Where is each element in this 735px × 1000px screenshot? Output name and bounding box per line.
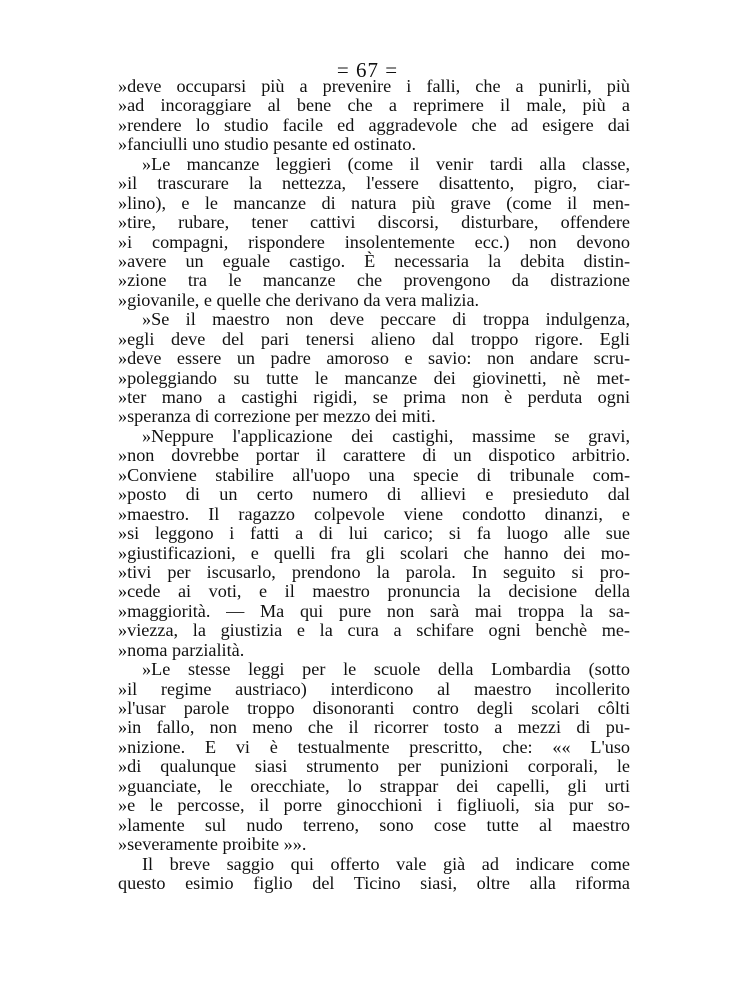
- text-line: »in fallo, non meno che il ricorrer tosto a mezzi di pu-: [118, 717, 630, 738]
- text-line: »noma parzialità.: [118, 639, 245, 660]
- text-line: »nizione. E vi è testualmente prescritto, che: «« L'uso: [118, 736, 630, 757]
- text-line: »poleggiando su tutte le mancanze dei giovinetti, nè met-: [118, 367, 630, 388]
- text-line: questo esimio figlio del Ticino siasi, oltre alla riforma: [118, 872, 630, 893]
- text-line: »speranza di correzione per mezzo dei miti.: [118, 406, 436, 427]
- text-line: »guanciate, le orecchiate, lo strappar dei capelli, gli urti: [118, 775, 630, 796]
- text-line: »zione tra le mancanze che provengono da distrazione: [118, 270, 630, 291]
- text-line: »fanciulli uno studio pesante ed ostinato.: [118, 134, 417, 155]
- page-number: = 67 =: [336, 58, 399, 82]
- text-line: »Le stesse leggi per le scuole della Lombardia (sotto: [142, 659, 630, 680]
- text-line: »il regime austriaco) interdicono al maestro incollerito: [118, 678, 630, 699]
- text-line: »Se il maestro non deve peccare di troppa indulgenza,: [142, 309, 630, 330]
- text-line: »deve essere un padre amoroso e savio: non andare scru-: [118, 348, 630, 369]
- text-line: »tire, rubare, tener cattivi discorsi, disturbare, offendere: [118, 212, 630, 233]
- text-line: »rendere lo studio facile ed aggradevole che ad esigere dai: [118, 114, 630, 135]
- text-line: Il breve saggio qui offerto vale già ad indicare come: [142, 853, 630, 874]
- text-line: »i compagni, rispondere insolentemente ecc.) non devono: [118, 231, 630, 252]
- text-line: »non dovrebbe portar il carattere di un dispotico arbitrio.: [118, 445, 630, 466]
- text-line: »giustificazioni, e quelli fra gli scolari che hanno dei mo-: [118, 542, 630, 563]
- text-line: »cede ai voti, e il maestro pronuncia la decisione della: [118, 581, 630, 602]
- text-line: »Conviene stabilire all'uopo una specie di tribunale com-: [118, 464, 630, 485]
- text-line: »l'usar parole troppo disonoranti contro degli scolari côlti: [118, 698, 630, 718]
- text-line: »e le percosse, il porre ginocchioni i figliuoli, sia pur so-: [118, 795, 630, 816]
- text-line: »lamente sul nudo terreno, sono cose tutte al maestro: [118, 814, 630, 835]
- text-line: »Neppure l'applicazione dei castighi, massime se gravi,: [142, 425, 630, 446]
- text-line: »severamente proibite »».: [118, 834, 307, 855]
- text-line: »ter mano a castighi rigidi, se prima non è perduta ogni: [118, 387, 630, 407]
- text-line: »egli deve del pari tenersi alieno dal troppo rigore. Egli: [118, 328, 630, 349]
- text-line: »posto di un certo numero di allievi e presieduto dal: [118, 484, 630, 505]
- text-line: »tivi per iscusarlo, prendono la parola. In seguito si pro-: [118, 561, 630, 582]
- text-line: »il trascurare la nettezza, l'essere disattento, pigro, ciar-: [118, 173, 630, 194]
- text-line: »giovanile, e quelle che derivano da vera malizia.: [118, 289, 480, 310]
- text-line: »maestro. Il ragazzo colpevole viene condotto dinanzi, e: [118, 503, 630, 524]
- body-text: [118, 77, 630, 893]
- text-line: »lino), e le mancanze di natura più grave (come il men-: [118, 192, 630, 213]
- text-line: »maggiorità. — Ma qui pure non sarà mai troppa la sa-: [118, 600, 630, 621]
- text-line: »ad incoraggiare al bene che a reprimere il male, più a: [118, 95, 630, 116]
- text-line: »di qualunque siasi strumento per punizioni corporali, le: [118, 756, 630, 777]
- text-line: »Le mancanze leggieri (come il venir tardi alla classe,: [142, 153, 630, 174]
- text-line: »viezza, la giustizia e la cura a schifare ogni benchè me-: [118, 620, 630, 641]
- text-line: »deve occuparsi più a prevenire i falli, che a punirli, più: [118, 76, 630, 96]
- text-line: »si leggono i fatti a di lui carico; si fa luogo alle sue: [118, 523, 630, 544]
- text-line: »avere un eguale castigo. È necessaria la debita distin-: [118, 250, 630, 271]
